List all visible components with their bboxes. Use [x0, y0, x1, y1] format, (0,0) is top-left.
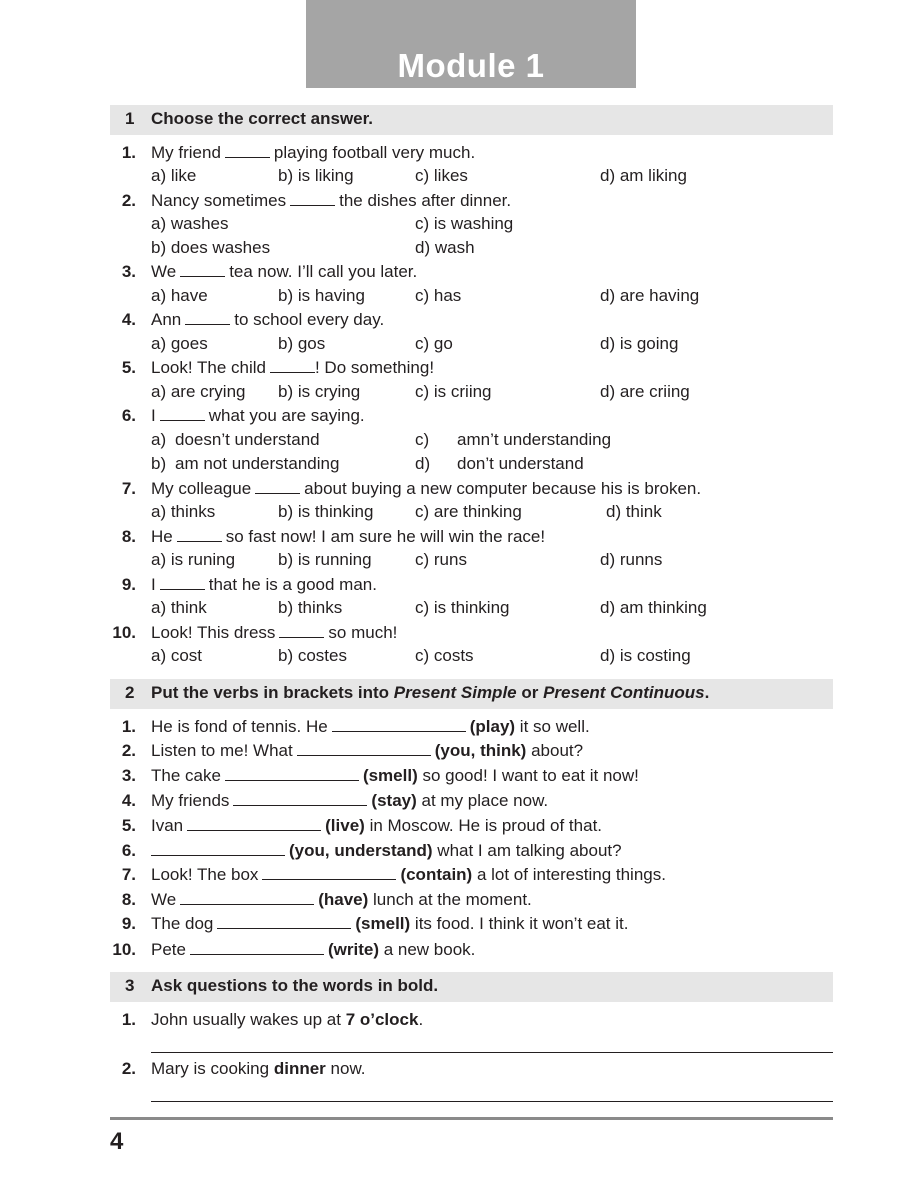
- question-number: 4.: [121, 310, 136, 329]
- option: am not understanding: [175, 454, 340, 473]
- answer-blank: [332, 718, 466, 732]
- option: a) like: [151, 166, 197, 185]
- answer-blank: [262, 866, 396, 880]
- option: b) is having: [278, 286, 365, 305]
- question-text: My friend playing football very much.: [151, 143, 476, 162]
- item-text: Mary is cooking dinner now.: [151, 1059, 366, 1078]
- option: c) costs: [415, 646, 474, 665]
- item-text: Listen to me! What (you, think) about?: [151, 741, 584, 760]
- question-number: 5.: [121, 358, 136, 377]
- question-text: Nancy sometimes the dishes after dinner.: [151, 191, 512, 210]
- option-letter: a): [151, 430, 167, 449]
- section-2-header: [110, 679, 833, 709]
- item-text: Look! The box (contain) a lot of interesting things.: [151, 865, 666, 884]
- answer-blank: [180, 891, 314, 905]
- item-number: 3.: [121, 766, 136, 785]
- answer-blank: [290, 192, 335, 206]
- item-text: We (have) lunch at the moment.: [151, 890, 532, 909]
- option: a) thinks: [151, 502, 216, 521]
- option: b) is crying: [278, 382, 361, 401]
- item-text: Ivan (live) in Moscow. He is proud of that.: [151, 816, 603, 835]
- module-header: [306, 0, 636, 88]
- section-instruction: Choose the correct answer.: [151, 109, 374, 128]
- answer-line: [151, 1052, 833, 1053]
- item-text: The cake (smell) so good! I want to eat it now!: [151, 766, 639, 785]
- item-text: John usually wakes up at 7 o’clock.: [151, 1010, 424, 1029]
- answer-blank: [185, 311, 230, 325]
- item-text: My friends (stay) at my place now.: [151, 791, 549, 810]
- option: c) is criing: [415, 382, 492, 401]
- option: c) likes: [415, 166, 468, 185]
- section-number: 2: [125, 683, 135, 702]
- option-letter: b): [151, 454, 167, 473]
- item-number: 8.: [121, 890, 136, 909]
- item-number: 1.: [121, 717, 136, 736]
- item-number: 2.: [121, 741, 136, 760]
- item-number: 2.: [121, 1059, 136, 1078]
- item-text: (you, understand) what I am talking about?: [151, 841, 622, 861]
- option: d) wash: [415, 238, 475, 257]
- section-number: 1: [125, 109, 135, 128]
- question-number: 10.: [112, 623, 136, 642]
- question-text: Ann to school every day.: [151, 310, 385, 329]
- question-number: 1.: [121, 143, 136, 162]
- option: d) are having: [600, 286, 700, 305]
- answer-blank: [270, 359, 315, 373]
- option: b) does washes: [151, 238, 271, 257]
- option: d) runns: [600, 550, 663, 569]
- option: c) is washing: [415, 214, 514, 233]
- item-number: 5.: [121, 816, 136, 835]
- answer-blank: [225, 144, 270, 158]
- answer-blank: [177, 528, 222, 542]
- option-letter: d): [415, 454, 431, 473]
- question-number: 7.: [121, 479, 136, 498]
- question-text: Look! The child ! Do something!: [151, 358, 435, 377]
- option: d) is going: [600, 334, 679, 353]
- question-number: 6.: [121, 406, 136, 425]
- module-title: Module 1: [397, 47, 545, 84]
- option: a) are crying: [151, 382, 246, 401]
- option: a) goes: [151, 334, 208, 353]
- question-text: I what you are saying.: [151, 406, 365, 425]
- answer-blank: [233, 792, 367, 806]
- footer-rule: [110, 1117, 833, 1120]
- option: d) am liking: [600, 166, 687, 185]
- option: a) think: [151, 598, 207, 617]
- option: b) costes: [278, 646, 347, 665]
- item-text: The dog (smell) its food. I think it won’t eat it.: [151, 914, 629, 933]
- option: a) washes: [151, 214, 229, 233]
- option: b) thinks: [278, 598, 343, 617]
- section-instruction: Put the verbs in brackets into Present Simple or Present Continuous.: [151, 683, 710, 702]
- option-letter: c): [415, 430, 430, 449]
- answer-blank: [180, 263, 225, 277]
- question-number: 8.: [121, 527, 136, 546]
- answer-blank: [255, 480, 300, 494]
- item-number: 9.: [121, 914, 136, 933]
- page-number: 4: [110, 1128, 124, 1155]
- option: d) think: [606, 502, 662, 521]
- answer-blank: [151, 842, 285, 856]
- option: d) are criing: [600, 382, 690, 401]
- section-3-header: [110, 972, 833, 1002]
- answer-blank: [225, 767, 359, 781]
- question-number: 2.: [121, 191, 136, 210]
- question-number: 9.: [121, 575, 136, 594]
- question-text: I that he is a good man.: [151, 575, 377, 594]
- item-text: Pete (write) a new book.: [151, 940, 476, 959]
- item-number: 7.: [121, 865, 136, 884]
- question-text: My colleague about buying a new computer because his is broken.: [151, 479, 702, 498]
- answer-blank: [160, 576, 205, 590]
- answer-blank: [217, 915, 351, 929]
- section-1-header: [110, 105, 833, 135]
- answer-blank: [297, 742, 431, 756]
- question-number: 3.: [121, 262, 136, 281]
- item-number: 6.: [121, 841, 136, 860]
- option: b) is thinking: [278, 502, 374, 521]
- answer-blank: [190, 941, 324, 955]
- option: a) is runing: [151, 550, 236, 569]
- option: b) is liking: [278, 166, 354, 185]
- option: doesn’t understand: [175, 430, 320, 449]
- option: c) go: [415, 334, 453, 353]
- option: a) have: [151, 286, 208, 305]
- section-number: 3: [125, 976, 135, 995]
- option: d) is costing: [600, 646, 691, 665]
- option: b) gos: [278, 334, 326, 353]
- question-text: Look! This dress so much!: [151, 623, 398, 642]
- option: d) am thinking: [600, 598, 707, 617]
- option: c) runs: [415, 550, 467, 569]
- question-text: We tea now. I’ll call you later.: [151, 262, 418, 281]
- option: c) has: [415, 286, 462, 305]
- item-number: 4.: [121, 791, 136, 810]
- item-number: 1.: [121, 1010, 136, 1029]
- item-text: He is fond of tennis. He (play) it so well.: [151, 717, 590, 736]
- option: a) cost: [151, 646, 203, 665]
- answer-line: [151, 1101, 833, 1102]
- section-instruction: Ask questions to the words in bold.: [151, 976, 439, 995]
- item-number: 10.: [112, 940, 136, 959]
- answer-blank: [160, 407, 205, 421]
- answer-blank: [279, 624, 324, 638]
- option: c) is thinking: [415, 598, 510, 617]
- option: don’t understand: [457, 454, 584, 473]
- option: b) is running: [278, 550, 372, 569]
- answer-blank: [187, 817, 321, 831]
- option: amn’t understanding: [457, 430, 612, 449]
- option: c) are thinking: [415, 502, 522, 521]
- question-text: He so fast now! I am sure he will win the race!: [151, 527, 546, 546]
